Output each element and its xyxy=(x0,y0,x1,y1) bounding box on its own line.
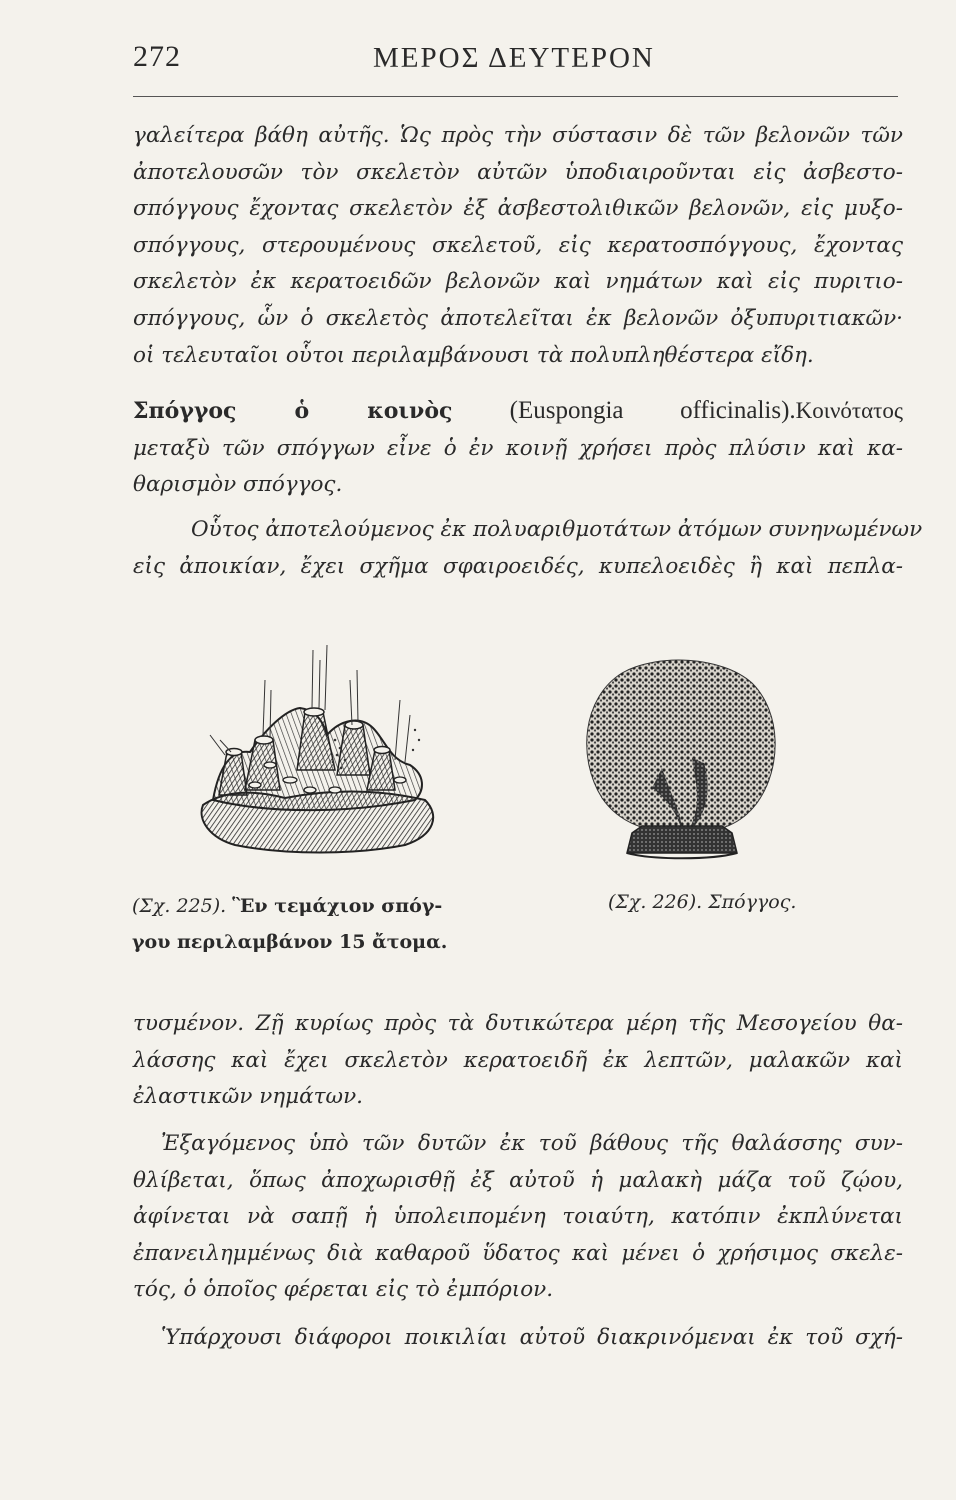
figure-226-title: Σπόγγος. xyxy=(708,891,797,913)
text-line: οἱ τελευταῖοι οὗτοι περιλαμβάνουσι τὰ πολυπληθέστερα εἴδη. xyxy=(133,342,814,368)
running-head: ΜΕΡΟΣ ΔΕΥΤΕΡΟΝ xyxy=(373,42,655,74)
header-rule xyxy=(133,96,898,97)
figure-225-caption xyxy=(132,888,512,960)
figure-225-title-part2: γου περιλαμβάνον 15 ἄτομα. xyxy=(132,931,448,953)
text-line: εἰς ἀποικίαν, ἔχει σχῆμα σφαιροειδές, κυπελοειδὲς ἢ καὶ πεπλα- xyxy=(133,553,903,579)
figure-226-sponge xyxy=(572,648,792,868)
text-fragment: Κοινότατος xyxy=(795,398,903,423)
paragraph-varieties xyxy=(133,1320,903,1357)
paragraph-colony-description xyxy=(133,512,923,585)
page-header xyxy=(133,40,896,90)
figure-225-title-part1: Ἓν τεμάχιον σπόγ- xyxy=(232,895,443,917)
page-number: 272 xyxy=(133,40,181,73)
text-line: ἀφίνεται νὰ σαπῇ ἡ ὑπολειπομένη τοιαύτη, κατόπιν ἐκπλύνεται xyxy=(133,1204,903,1230)
species-name: Σπόγγος ὁ κοινὸς xyxy=(133,398,453,424)
text-line: θαρισμὸν σπόγγος. xyxy=(133,472,343,498)
text-line: γαλείτερα βάθη αὐτῆς. Ὡς πρὸς τὴν σύστασιν δὲ τῶν βελονῶν τῶν xyxy=(133,123,903,148)
text-line: μεταξὺ τῶν σπόγγων εἶνε ὁ ἐν κοινῇ χρήσει πρὸς πλύσιν καὶ κα- xyxy=(133,435,903,461)
sponge-illustration xyxy=(572,648,792,868)
text-line: θλίβεται, ὅπως ἀποχωρισθῇ ἐξ αὐτοῦ ἡ μαλακὴ μάζα τοῦ ζῴου, xyxy=(133,1167,903,1193)
species-heading-line xyxy=(133,393,903,431)
text-line: ἐλαστικῶν νημάτων. xyxy=(133,1084,363,1110)
species-latin-name: (Euspongia officinalis). xyxy=(509,397,796,424)
figure-226-caption xyxy=(608,884,868,920)
text-line: σπόγγους ἔχοντας σκελετὸν ἐξ ἀσβεστολιθικῶν βελονῶν, εἰς μυξο- xyxy=(133,196,903,222)
text-line: λάσσης καὶ ἔχει σκελετὸν κερατοειδῆ ἐκ λεπτῶν, μαλακῶν καὶ xyxy=(133,1047,903,1073)
text-line: σκελετὸν ἐκ κερατοειδῶν βελονῶν καὶ νημάτων καὶ εἰς πυριτιο- xyxy=(133,269,903,295)
text-line: σπόγγους, στερουμένους σκελετοῦ, εἰς κερατοσπόγγους, ἔχοντας xyxy=(133,232,903,258)
text-line: Ἐξαγόμενος ὑπὸ τῶν δυτῶν ἐκ τοῦ βάθους τῆς θαλάσσης συν- xyxy=(161,1131,903,1156)
paragraph-sponge-classification xyxy=(133,118,903,374)
paragraph-common-sponge xyxy=(133,393,903,504)
figure-226-label: (Σχ. 226). xyxy=(608,891,703,913)
text-line: Οὗτος ἀποτελούμενος ἐκ πολυαριθμοτάτων ἀτόμων συνηνωμένων xyxy=(191,517,923,542)
paragraph-habitat xyxy=(133,1006,903,1116)
text-line: τός, ὁ ὁποῖος φέρεται εἰς τὸ ἐμπόριον. xyxy=(133,1277,554,1303)
sponge-fragment-illustration xyxy=(195,640,445,880)
figure-225-label: (Σχ. 225). xyxy=(132,895,227,917)
figure-225-sponge-fragment xyxy=(195,640,445,880)
paragraph-processing xyxy=(133,1126,903,1309)
text-line: ἐπανειλημμένως διὰ καθαροῦ ὕδατος καὶ μένει ὁ χρήσιμος σκελε- xyxy=(133,1240,903,1266)
text-line: τυσμένον. Ζῇ κυρίως πρὸς τὰ δυτικώτερα μέρη τῆς Μεσογείου θα- xyxy=(133,1011,903,1036)
text-line: Ὑπάρχουσι διάφοροι ποικιλίαι αὐτοῦ διακρινόμεναι ἐκ τοῦ σχή- xyxy=(161,1325,903,1350)
text-line: σπόγγους, ὧν ὁ σκελετὸς ἀποτελεῖται ἐκ βελονῶν ὀξυπυριτιακῶν· xyxy=(133,305,903,331)
text-line: ἀποτελουσῶν τὸν σκελετὸν αὐτῶν ὑποδιαιροῦνται εἰς ἀσβεστο- xyxy=(133,159,903,185)
